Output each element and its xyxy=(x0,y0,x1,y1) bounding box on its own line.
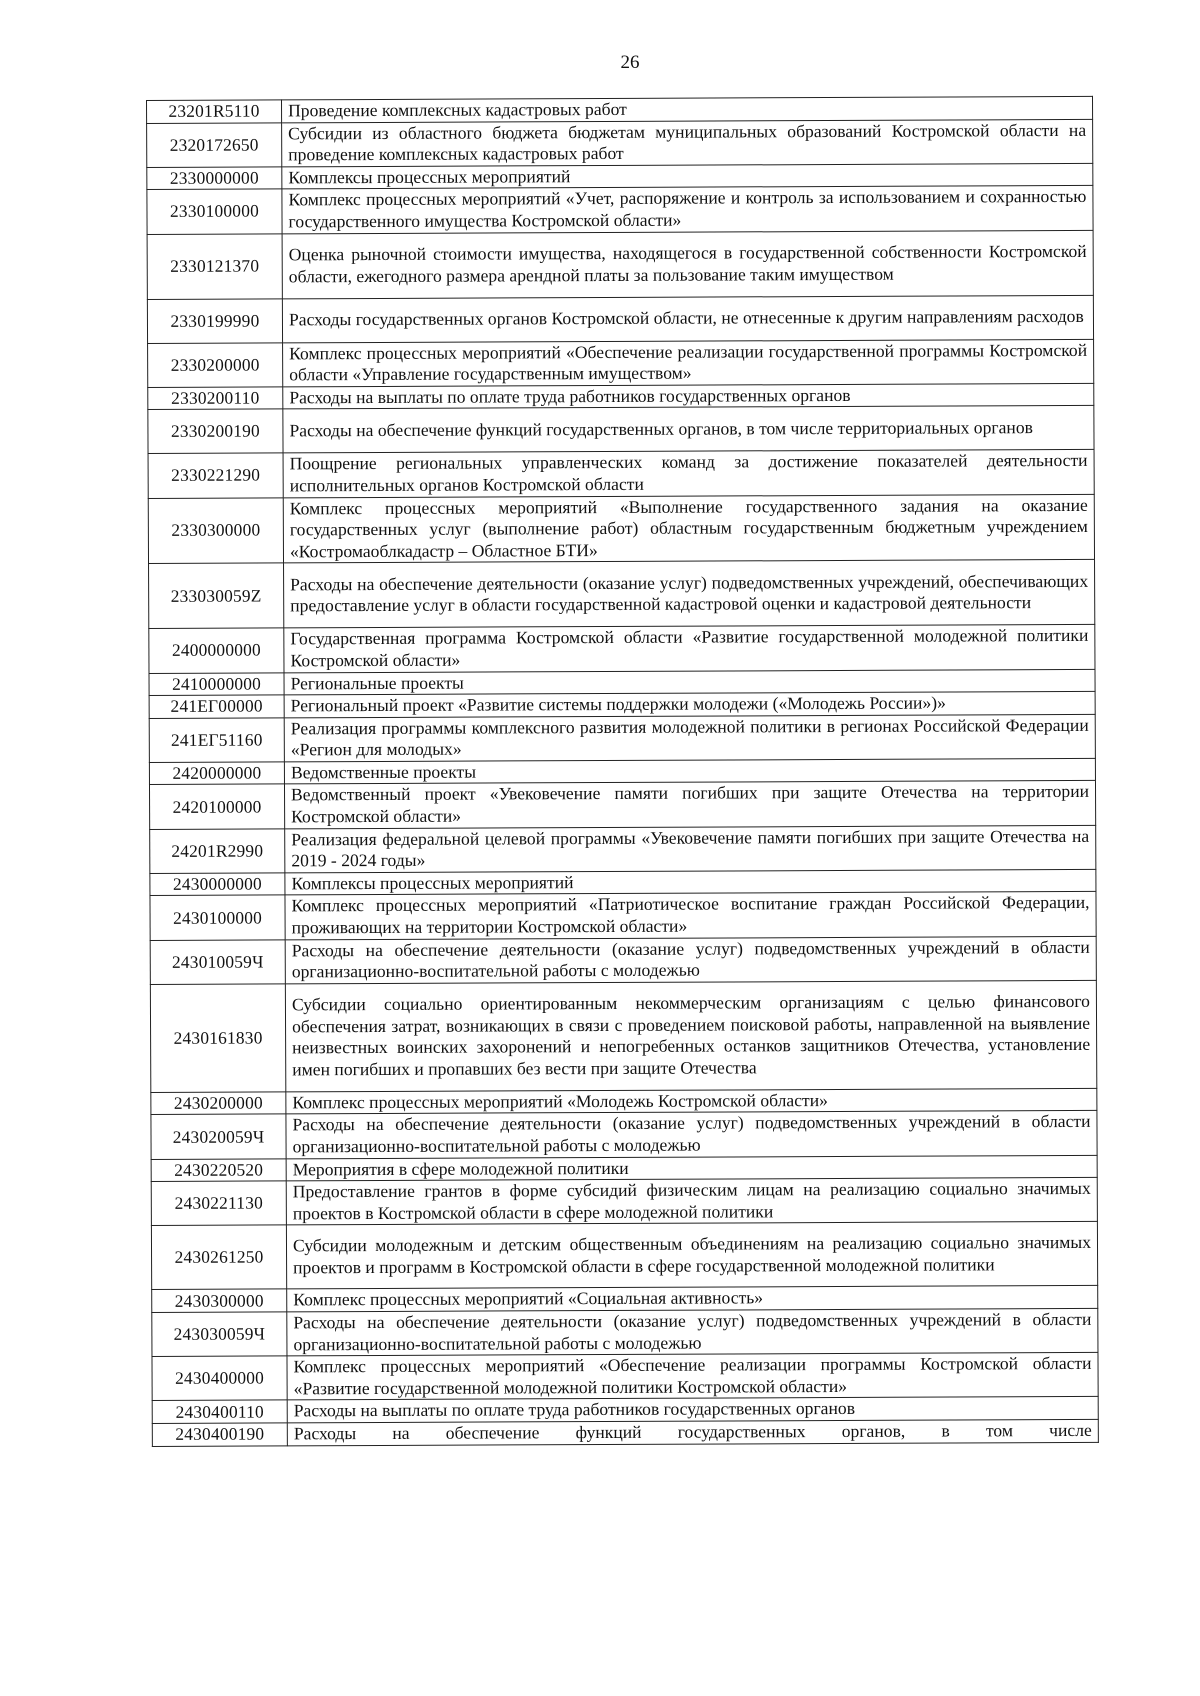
budget-code-cell: 2420000000 xyxy=(149,762,284,785)
table-row xyxy=(150,825,1096,873)
budget-code-cell: 2400000000 xyxy=(149,628,284,673)
table-row xyxy=(147,295,1093,343)
item-description-cell: Расходы на выплаты по оплате труда работников государственных органов xyxy=(287,1397,1098,1423)
page-number: 26 xyxy=(620,52,640,73)
item-description-cell: Комплексы процессных мероприятий xyxy=(285,869,1096,895)
budget-code-cell: 241ЕГ00000 xyxy=(149,695,284,718)
item-description-cell: Комплекс процессных мероприятий «Обеспечение реализации государственной программы Костромской области «Управление государственным имуществом» xyxy=(283,339,1094,387)
budget-code-table xyxy=(146,96,1099,1447)
item-description-cell: Мероприятия в сфере молодежной политики xyxy=(286,1155,1097,1181)
table-row xyxy=(147,230,1093,299)
table-row xyxy=(147,119,1093,167)
item-description-cell: Проведение комплексных кадастровых работ xyxy=(282,96,1093,122)
budget-code-cell: 2430100000 xyxy=(150,895,285,940)
table-row xyxy=(148,339,1094,387)
item-description-cell: Комплексы процессных мероприятий xyxy=(282,163,1093,189)
table-row xyxy=(151,1178,1097,1226)
table-row xyxy=(150,892,1096,940)
table-row xyxy=(152,1308,1098,1356)
item-description-cell: Субсидии молодежным и детским общественным объединениям на реализацию социально значимых проектов и программ в Костромской области в сфере государственной молодежной политики xyxy=(286,1222,1097,1290)
item-description-cell: Региональные проекты xyxy=(284,669,1095,695)
table-row xyxy=(149,560,1095,629)
item-description-cell: Комплекс процессных мероприятий «Социальная активность» xyxy=(287,1286,1098,1312)
item-description-cell: Расходы на обеспечение деятельности (оказание услуг) подведомственных учреждений в области организационно-воспитательной работы с молодежью xyxy=(287,1308,1098,1356)
table-row xyxy=(147,186,1093,234)
budget-code-cell: 2430400110 xyxy=(152,1400,287,1423)
item-description-cell: Расходы на выплаты по оплате труда работников государственных органов xyxy=(283,383,1094,409)
budget-code-cell: 243020059Ч xyxy=(151,1114,286,1159)
item-description-cell: Ведомственные проекты xyxy=(284,758,1095,784)
table-row xyxy=(152,1353,1098,1401)
item-description-cell: Расходы на обеспечение деятельности (оказание услуг) подведомственных учреждений в области организационно-воспитательной работы с молодежью xyxy=(286,1111,1097,1159)
table-row xyxy=(149,625,1095,673)
budget-code-cell: 2430400190 xyxy=(152,1423,287,1446)
budget-code-cell: 2430300000 xyxy=(152,1289,287,1312)
item-description-cell: Расходы на обеспечение деятельности (оказание услуг) подведомственных учреждений в области организационно-воспитательной работы с молодежью xyxy=(285,936,1096,984)
budget-code-cell: 2330000000 xyxy=(147,167,282,190)
item-description-cell: Ведомственный проект «Увековечение памяти погибших при защите Отечества на территории Костромской области» xyxy=(284,781,1095,829)
budget-code-cell: 2410000000 xyxy=(149,672,284,695)
budget-code-cell: 2430220520 xyxy=(151,1158,286,1181)
item-description-cell: Комплекс процессных мероприятий «Молодежь Костромской области» xyxy=(286,1088,1097,1114)
table-row xyxy=(151,1111,1097,1159)
table-row xyxy=(148,406,1094,454)
item-description-cell: Комплекс процессных мероприятий «Учет, распоряжение и контроль за использованием и сохранностью государственного имущества Костромской области» xyxy=(282,186,1093,234)
budget-code-cell: 2430161830 xyxy=(150,984,285,1093)
budget-code-cell: 233030059Z xyxy=(149,563,284,629)
table-row xyxy=(149,714,1095,762)
item-description-cell: Реализация федеральной целевой программы «Увековечение памяти погибших при защите Отечества на 2019 - 2024 годы» xyxy=(285,825,1096,873)
table-body xyxy=(147,96,1099,1446)
budget-code-cell: 2430261250 xyxy=(151,1225,286,1290)
budget-code-cell: 243010059Ч xyxy=(150,940,285,985)
table-row xyxy=(150,980,1096,1092)
item-description-cell: Комплекс процессных мероприятий «Патриотическое воспитание граждан Российской Федерации, проживающих на территории Костромской области» xyxy=(285,892,1096,940)
budget-code-cell: 241ЕГ51160 xyxy=(149,718,284,763)
item-description-cell: Региональный проект «Развитие системы поддержки молодежи («Молодежь России»)» xyxy=(284,691,1095,717)
budget-code-cell: 24201R2990 xyxy=(150,829,285,874)
budget-code-cell: 2330200000 xyxy=(148,342,283,387)
budget-code-cell: 2330200110 xyxy=(148,387,283,410)
budget-code-cell: 2420100000 xyxy=(149,784,284,829)
item-description-cell: Комплекс процессных мероприятий «Обеспечение реализации программы Костромской области «Развитие государственной молодежной политики Костромской области» xyxy=(287,1353,1098,1401)
item-description-cell: Оценка рыночной стоимости имущества, находящегося в государственной собственности Костромской области, ежегодного размера арендной платы за пользование таким имуществом xyxy=(282,230,1093,299)
budget-code-cell: 2330200190 xyxy=(148,409,283,454)
budget-code-cell: 2330300000 xyxy=(148,497,283,563)
budget-code-cell: 2430200000 xyxy=(151,1092,286,1115)
item-description-cell: Реализация программы комплексного развития молодежной политики в регионах Российской Федерации «Регион для молодых» xyxy=(284,714,1095,762)
item-description-cell: Поощрение региональных управленческих команд за достижение показателей деятельности исполнительных органов Костромской области xyxy=(283,450,1094,498)
table-row xyxy=(150,936,1096,984)
budget-code-cell: 2320172650 xyxy=(147,123,282,168)
item-description-cell: Предоставление грантов в форме субсидий физическим лицам на реализацию социально значимых проектов в Костромской области в сфере молодежной политики xyxy=(286,1178,1097,1226)
item-description-cell: Расходы на обеспечение функций государственных органов, в том числе территориальных органов xyxy=(283,406,1094,454)
budget-code-cell: 23201R5110 xyxy=(147,100,282,123)
table-row xyxy=(148,450,1094,498)
item-description-cell: Субсидии из областного бюджета бюджетам муниципальных образований Костромской области на проведение комплексных кадастровых работ xyxy=(282,119,1093,167)
table-row xyxy=(151,1222,1097,1290)
budget-code-cell: 2430221130 xyxy=(151,1181,286,1226)
table-row xyxy=(152,1419,1098,1446)
item-description-cell: Комплекс процессных мероприятий «Выполнение государственного задания на оказание государственных услуг (выполнение работ) областным государственным бюджетным учреждением «Костромаоблкадастр – Областное БТИ» xyxy=(283,494,1094,563)
budget-code-cell: 2430400000 xyxy=(152,1356,287,1401)
budget-code-cell: 2330100000 xyxy=(147,189,282,234)
item-description-cell: Расходы государственных органов Костромской области, не отнесенные к другим направлениям расходов xyxy=(282,295,1093,343)
item-description-cell: Субсидии социально ориентированным некоммерческим организациям с целью финансового обеспечения затрат, возникающих в связи с проведением поисковой работы, направленной на выявление неизвестных воинских захоронений и непогребенных останков защитников Отечества, установление имен погибших и пропавших без вести при защите Отечества xyxy=(285,980,1096,1092)
budget-code-cell: 2330199990 xyxy=(147,298,282,343)
budget-code-cell: 2330221290 xyxy=(148,453,283,498)
table-row xyxy=(148,494,1094,564)
item-description-cell: Расходы на обеспечение функций государственных органов, в том числе xyxy=(287,1419,1098,1445)
item-description-cell: Государственная программа Костромской области «Развитие государственной молодежной политики Костромской области» xyxy=(284,625,1095,673)
table-row xyxy=(149,781,1095,829)
item-description-cell: Расходы на обеспечение деятельности (оказание услуг) подведомственных учреждений, обеспечивающих предоставление услуг в области государственной кадастровой оценки и кадастровой деятельности xyxy=(284,560,1095,629)
budget-code-cell: 2430000000 xyxy=(150,873,285,896)
budget-code-cell: 243030059Ч xyxy=(152,1312,287,1357)
budget-code-cell: 2330121370 xyxy=(147,233,282,299)
